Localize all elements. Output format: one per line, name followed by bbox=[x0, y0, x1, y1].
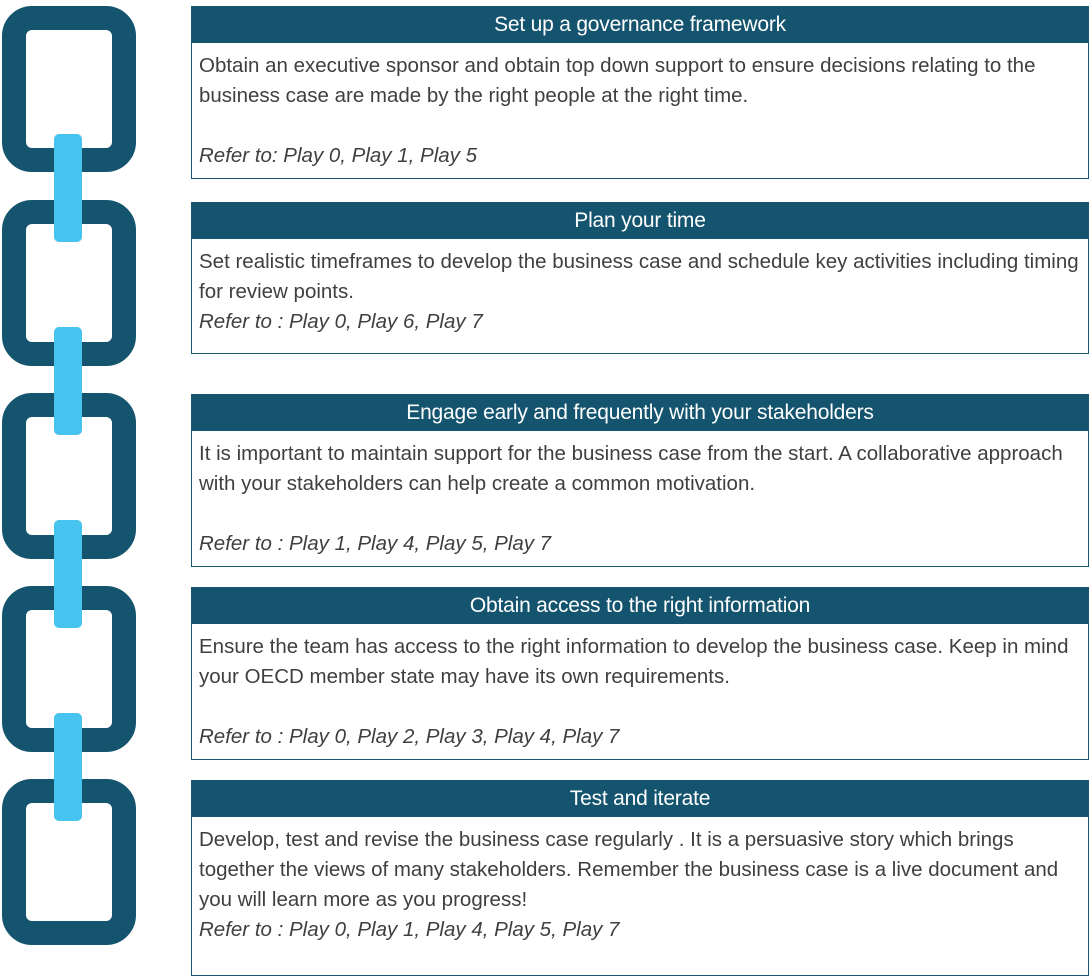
card-body bbox=[192, 817, 1088, 945]
card-refer: Refer to : Play 1, Play 4, Play 5, Play 7 bbox=[199, 532, 552, 555]
step-card-plan-time bbox=[191, 202, 1089, 354]
card-description: Develop, test and revise the business case regularly . It is a persuasive story which brings together the views of many stakeholders. Remember the business case is a live document and you will learn more as you progress! bbox=[199, 828, 1059, 911]
step-card-access-information bbox=[191, 587, 1089, 760]
card-body bbox=[192, 239, 1088, 337]
card-body bbox=[192, 431, 1088, 559]
card-refer: Refer to : Play 0, Play 6, Play 7 bbox=[199, 310, 483, 333]
card-refer: Refer to : Play 0, Play 1, Play 4, Play 5, Play 7 bbox=[199, 918, 620, 941]
card-title: Engage early and frequently with your stakeholders bbox=[192, 395, 1088, 431]
card-description: Set realistic timeframes to develop the business case and schedule key activities including timing for review points. bbox=[199, 250, 1079, 303]
card-title: Obtain access to the right information bbox=[192, 588, 1088, 624]
chain-connector-icon bbox=[54, 520, 82, 628]
chain-connector-icon bbox=[54, 327, 82, 435]
card-title: Set up a governance framework bbox=[192, 7, 1088, 43]
card-title: Test and iterate bbox=[192, 781, 1088, 817]
step-card-governance bbox=[191, 6, 1089, 179]
card-description: Obtain an executive sponsor and obtain top down support to ensure decisions relating to the business case are made by the right people at the right time. bbox=[199, 54, 1036, 107]
chain-link-icon bbox=[0, 0, 150, 976]
card-body bbox=[192, 624, 1088, 752]
card-description: Ensure the team has access to the right information to develop the business case. Keep in mind your OECD member state may have its own requirements. bbox=[199, 635, 1069, 688]
card-refer: Refer to: Play 0, Play 1, Play 5 bbox=[199, 144, 478, 167]
step-card-test-iterate bbox=[191, 780, 1089, 976]
card-body bbox=[192, 43, 1088, 171]
step-card-engage-stakeholders bbox=[191, 394, 1089, 567]
card-description: It is important to maintain support for the business case from the start. A collaborative approach with your stakeholders can help create a common motivation. bbox=[199, 442, 1063, 495]
card-refer: Refer to : Play 0, Play 2, Play 3, Play 4, Play 7 bbox=[199, 725, 620, 748]
chain-connector-icon bbox=[54, 134, 82, 242]
card-title: Plan your time bbox=[192, 203, 1088, 239]
chain-connector-icon bbox=[54, 713, 82, 821]
